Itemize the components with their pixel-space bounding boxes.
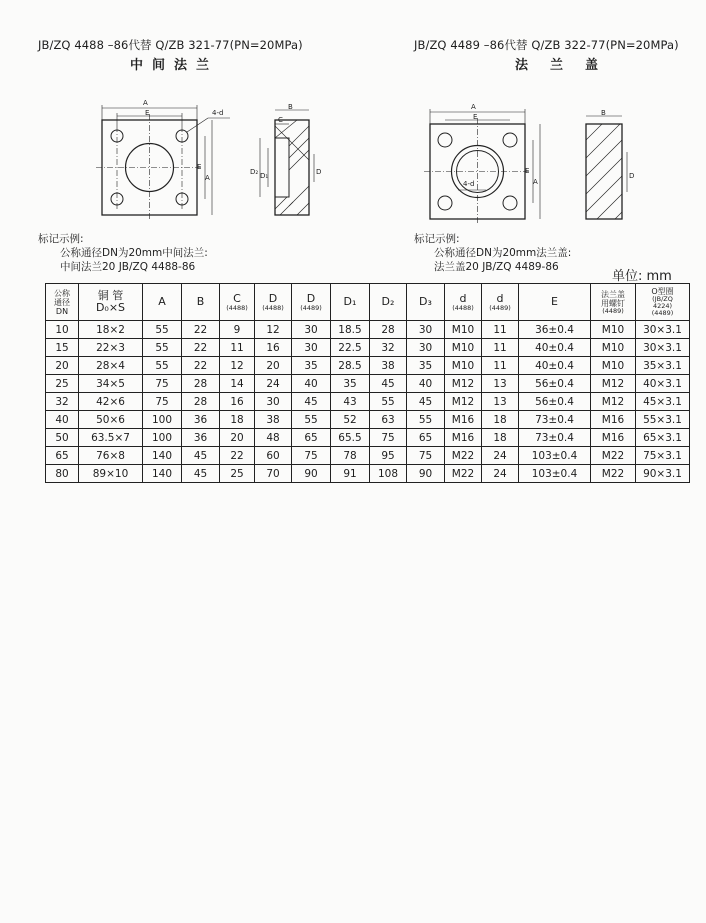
unit-label: 单位: mm (612, 269, 672, 284)
table-row (46, 375, 690, 393)
table-cell: 76×8 (79, 447, 143, 465)
table-cell: 65 (46, 447, 79, 465)
table-cell: 45 (370, 375, 407, 393)
table-cell: M22 (445, 465, 482, 483)
table-cell: 20 (255, 357, 292, 375)
dim-c-label: C (278, 116, 283, 124)
table-cell: 40 (407, 375, 445, 393)
table-cell: 56±0.4 (519, 393, 591, 411)
table-cell: 24 (482, 465, 519, 483)
table-cell: 28 (182, 393, 220, 411)
table-cell: 50×6 (79, 411, 143, 429)
table-cell: 11 (482, 321, 519, 339)
header-a: A (143, 284, 182, 321)
table-cell: 34×5 (79, 375, 143, 393)
table-row (46, 465, 690, 483)
table-cell: 75×3.1 (636, 447, 690, 465)
table-cell: 28.5 (331, 357, 370, 375)
header-d2: D₂ (370, 284, 407, 321)
table-cell: 55 (292, 411, 331, 429)
header-pipe: 铜 管 D₀×S (79, 284, 143, 321)
table-cell: 40±0.4 (519, 357, 591, 375)
table-cell: 22 (182, 339, 220, 357)
table-cell: 9 (220, 321, 255, 339)
left-standard-number: JB/ZQ 4488 –86代替 Q/ZB 321-77(PN=20MPa) (38, 38, 303, 52)
dimension-table (45, 283, 690, 483)
table-cell: 65 (407, 429, 445, 447)
table-cell: 28 (182, 375, 220, 393)
left-marking-heading: 标记示例: (38, 233, 84, 245)
table-cell: 22 (182, 321, 220, 339)
table-row (46, 393, 690, 411)
table-cell: 30 (255, 393, 292, 411)
table-cell: 52 (331, 411, 370, 429)
table-cell: 73±0.4 (519, 411, 591, 429)
table-cell: M22 (591, 465, 636, 483)
table-cell: 20 (220, 429, 255, 447)
table-cell: 75 (407, 447, 445, 465)
table-cell: 15 (46, 339, 79, 357)
cover-dim-e-label: E (473, 113, 478, 121)
table-cell: 100 (143, 411, 182, 429)
table-header-row (46, 284, 690, 321)
table-cell: 22.5 (331, 339, 370, 357)
left-title: 中间法兰 (130, 58, 219, 73)
table-row (46, 339, 690, 357)
table-cell: M12 (445, 375, 482, 393)
table-cell: 28 (370, 321, 407, 339)
cover-dim-b-label: B (601, 109, 606, 117)
table-cell: 90×3.1 (636, 465, 690, 483)
cover-dim-a-label: A (471, 103, 476, 111)
table-cell: 10 (46, 321, 79, 339)
table-cell: 65 (292, 429, 331, 447)
table-cell: 90 (407, 465, 445, 483)
table-cell: 24 (482, 447, 519, 465)
table-cell: 45 (292, 393, 331, 411)
table-cell: 45 (182, 465, 220, 483)
table-row (46, 447, 690, 465)
table-cell: M16 (445, 411, 482, 429)
right-standard-number: JB/ZQ 4489 –86代替 Q/ZB 322-77(PN=20MPa) (414, 38, 679, 52)
table-cell: 12 (220, 357, 255, 375)
table-cell: 80 (46, 465, 79, 483)
dim-a-side-label: A (205, 174, 210, 182)
table-cell: 43 (331, 393, 370, 411)
table-cell: 18 (482, 411, 519, 429)
table-cell: 45×3.1 (636, 393, 690, 411)
table-cell: 40 (292, 375, 331, 393)
header-d-hole-4488: d (4488) (445, 284, 482, 321)
table-cell: 12 (255, 321, 292, 339)
table-cell: 30 (292, 339, 331, 357)
dim-e-label: E (145, 109, 150, 117)
table-cell: M16 (591, 429, 636, 447)
table-cell: 55×3.1 (636, 411, 690, 429)
table-cell: 100 (143, 429, 182, 447)
table-cell: M10 (445, 339, 482, 357)
header-d-hole-4489: d (4489) (482, 284, 519, 321)
table-cell: 30×3.1 (636, 321, 690, 339)
table-cell: 65.5 (331, 429, 370, 447)
table-cell: 36 (182, 429, 220, 447)
dim-a-label: A (143, 99, 148, 107)
flange-cover-drawing (418, 100, 650, 232)
table-cell: 40 (46, 411, 79, 429)
dim-b-label: B (288, 103, 293, 111)
table-cell: M10 (591, 357, 636, 375)
table-cell: 140 (143, 447, 182, 465)
table-row (46, 357, 690, 375)
table-cell: 13 (482, 393, 519, 411)
table-cell: M10 (445, 321, 482, 339)
table-cell: 25 (220, 465, 255, 483)
table-cell: 30×3.1 (636, 339, 690, 357)
table-cell: 75 (292, 447, 331, 465)
table-cell: 63 (370, 411, 407, 429)
right-marking-heading: 标记示例: (414, 233, 460, 245)
holes-label: 4-d (212, 109, 224, 117)
table-cell: 35×3.1 (636, 357, 690, 375)
table-cell: M22 (591, 447, 636, 465)
table-cell: 18×2 (79, 321, 143, 339)
table-cell: 63.5×7 (79, 429, 143, 447)
table-cell: 65×3.1 (636, 429, 690, 447)
table-cell: 45 (182, 447, 220, 465)
table-cell: 35 (292, 357, 331, 375)
table-cell: 11 (482, 339, 519, 357)
header-b: B (182, 284, 220, 321)
table-cell: M12 (445, 393, 482, 411)
dim-d2-label: D₂ (250, 168, 259, 176)
table-cell: 40×3.1 (636, 375, 690, 393)
table-cell: M10 (591, 321, 636, 339)
table-cell: 75 (143, 375, 182, 393)
table-cell: 35 (407, 357, 445, 375)
table-cell: 18.5 (331, 321, 370, 339)
table-cell: M12 (591, 375, 636, 393)
table-cell: 108 (370, 465, 407, 483)
table-cell: 16 (255, 339, 292, 357)
table-cell: 22 (220, 447, 255, 465)
header-e: E (519, 284, 591, 321)
cover-dim-e-side-label: E (525, 167, 530, 175)
table-cell: 18 (482, 429, 519, 447)
left-marking-line1: 公称通径DN为20mm中间法兰: (60, 247, 208, 259)
table-cell: 30 (407, 339, 445, 357)
cover-dim-a-side-label: A (533, 178, 538, 186)
header-d3: D₃ (407, 284, 445, 321)
table-cell: 14 (220, 375, 255, 393)
table-cell: 75 (143, 393, 182, 411)
header-d-4488: D (4488) (255, 284, 292, 321)
table-cell: 22 (182, 357, 220, 375)
table-cell: 91 (331, 465, 370, 483)
cover-holes-label: 4-d (463, 180, 475, 188)
table-cell: 89×10 (79, 465, 143, 483)
table-cell: 103±0.4 (519, 447, 591, 465)
table-cell: 32 (370, 339, 407, 357)
table-cell: 73±0.4 (519, 429, 591, 447)
header-dn: 公称 通径 DN (46, 284, 79, 321)
table-cell: 13 (482, 375, 519, 393)
table-cell: M16 (591, 411, 636, 429)
dim-d-label: D (316, 168, 322, 176)
table-cell: 50 (46, 429, 79, 447)
table-cell: 45 (407, 393, 445, 411)
table-row (46, 321, 690, 339)
table-cell: 16 (220, 393, 255, 411)
table-cell: 25 (46, 375, 79, 393)
table-cell: 55 (407, 411, 445, 429)
table-cell: 42×6 (79, 393, 143, 411)
right-marking-line2: 法兰盖20 JB/ZQ 4489-86 (434, 261, 559, 273)
table-cell: 40±0.4 (519, 339, 591, 357)
table-cell: 30 (407, 321, 445, 339)
table-cell: 55 (143, 321, 182, 339)
table-cell: 75 (370, 429, 407, 447)
table-cell: 32 (46, 393, 79, 411)
table-cell: 18 (220, 411, 255, 429)
table-cell: 38 (370, 357, 407, 375)
intermediate-flange-drawing (90, 96, 340, 231)
table-cell: 28×4 (79, 357, 143, 375)
table-cell: M10 (591, 339, 636, 357)
table-cell: 36 (182, 411, 220, 429)
dim-d1-label: D₁ (260, 172, 269, 180)
header-d-4489: D (4489) (292, 284, 331, 321)
table-cell: M10 (445, 357, 482, 375)
table-cell: 11 (482, 357, 519, 375)
table-cell: 55 (143, 357, 182, 375)
right-marking-line1: 公称通径DN为20mm法兰盖: (434, 247, 572, 259)
table-cell: M16 (445, 429, 482, 447)
table-cell: 55 (143, 339, 182, 357)
table-cell: 103±0.4 (519, 465, 591, 483)
table-cell: 55 (370, 393, 407, 411)
table-row (46, 429, 690, 447)
header-o-ring: O型圈 (JB/ZQ 4224) (4489) (636, 284, 690, 321)
header-c-4488: C (4488) (220, 284, 255, 321)
table-cell: 70 (255, 465, 292, 483)
header-d1: D₁ (331, 284, 370, 321)
table-cell: 36±0.4 (519, 321, 591, 339)
table-cell: 56±0.4 (519, 375, 591, 393)
table-cell: 140 (143, 465, 182, 483)
table-cell: M22 (445, 447, 482, 465)
table-cell: 60 (255, 447, 292, 465)
header-cover-screw: 法兰盖 用螺钉 (4489) (591, 284, 636, 321)
right-title: 法兰盖 (515, 58, 621, 73)
left-marking-line2: 中间法兰20 JB/ZQ 4488-86 (60, 261, 196, 273)
table-cell: 22×3 (79, 339, 143, 357)
table-cell: 30 (292, 321, 331, 339)
table-cell: 95 (370, 447, 407, 465)
table-cell: 11 (220, 339, 255, 357)
dim-e-side-label: E (197, 163, 202, 171)
table-cell: M12 (591, 393, 636, 411)
table-cell: 24 (255, 375, 292, 393)
table-cell: 78 (331, 447, 370, 465)
table-cell: 35 (331, 375, 370, 393)
table-cell: 38 (255, 411, 292, 429)
table-cell: 48 (255, 429, 292, 447)
table-cell: 20 (46, 357, 79, 375)
table-row (46, 411, 690, 429)
cover-dim-d-label: D (629, 172, 635, 180)
table-cell: 90 (292, 465, 331, 483)
